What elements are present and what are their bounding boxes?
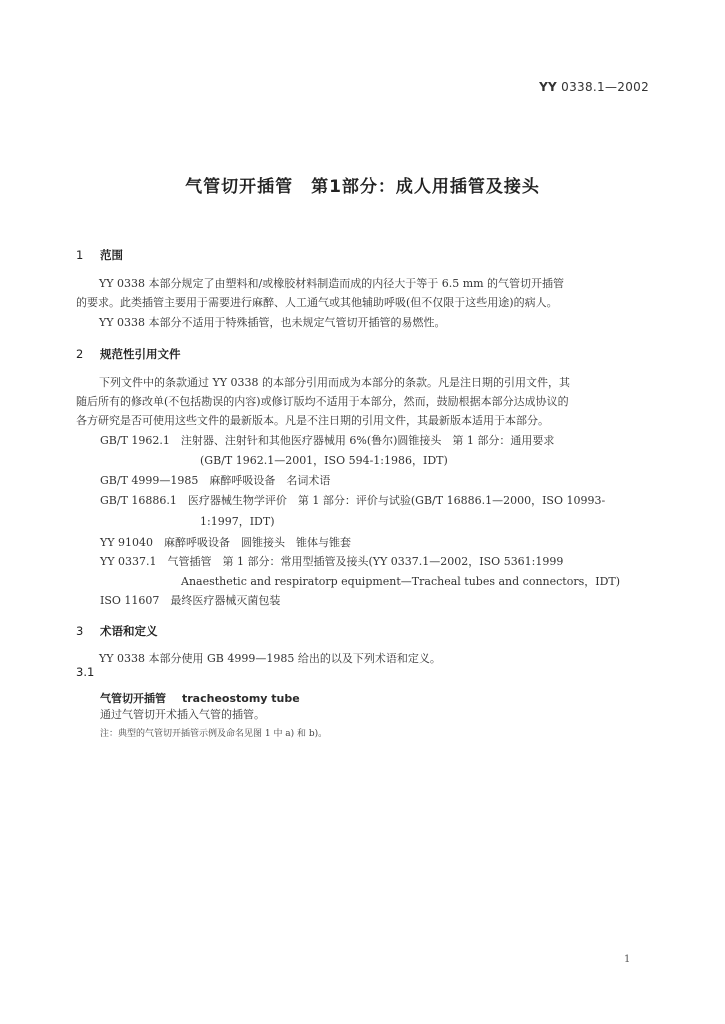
section-2-number: 2: [76, 347, 84, 361]
page-number: 1: [624, 954, 631, 965]
term-definition: 通过气管切开术插入气管的插管。: [100, 708, 265, 721]
document-title: 气管切开插管 第1部分：成人用插管及接头: [185, 177, 540, 197]
term-chinese: 气管切开插管: [100, 692, 166, 705]
standard-code: [539, 80, 649, 94]
reference-1-line-2: (GB/T 1962.1—2001，ISO 594-1:1986，IDT): [200, 454, 448, 467]
section-3-title: 术语和定义: [100, 624, 158, 638]
reference-6-line-1: ISO 11607 最终医疗器械灭菌包装: [100, 594, 281, 607]
term-english: tracheostomy tube: [182, 692, 300, 705]
section-1-para-2: YY 0338 本部分不适用于特殊插管，也未规定气管切开插管的易燃性。: [99, 316, 446, 329]
reference-3-line-1: GB/T 16886.1 医疗器械生物学评价 第 1 部分：评价与试验(GB/T 16886.1—2000，ISO 10993-: [100, 494, 606, 507]
section-2-title: 规范性引用文件: [100, 347, 181, 361]
reference-1-line-1: GB/T 1962.1 注射器、注射针和其他医疗器械用 6%(鲁尔)圆锥接头 第 1 部分：通用要求: [100, 434, 555, 447]
reference-2-line-1: GB/T 4999—1985 麻醉呼吸设备 名词术语: [100, 474, 331, 487]
section-1-para-1-line-2: 的要求。此类插管主要用于需要进行麻醉、人工通气或其他辅助呼吸(但不仅限于这些用途)的病人。: [76, 296, 558, 309]
section-2-intro-line-3: 各方研究是否可使用这些文件的最新版本。凡是不注日期的引用文件，其最新版本适用于本部分。: [76, 414, 549, 427]
standard-code-number: 0338.1—2002: [561, 80, 649, 94]
section-2-intro-line-1: 下列文件中的条款通过 YY 0338 的本部分引用而成为本部分的条款。凡是注日期的引用文件，其: [99, 376, 571, 389]
reference-5-line-1: YY 0337.1 气管插管 第 1 部分：常用型插管及接头(YY 0337.1—2002，ISO 5361:1999: [100, 555, 564, 568]
clause-3-1-number: 3.1: [76, 665, 95, 679]
term-note: 注：典型的气管切开插管示例及命名见图 1 中 a) 和 b)。: [100, 729, 328, 739]
section-1-number: 1: [76, 248, 84, 262]
section-3-heading: [76, 623, 158, 639]
standard-code-prefix: YY: [539, 80, 558, 94]
section-2-intro-line-2: 随后所有的修改单(不包括勘误的内容)或修订版均不适用于本部分，然而，鼓励根据本部分达成协议的: [76, 395, 569, 408]
reference-4-line-1: YY 91040 麻醉呼吸设备 圆锥接头 锥体与锥套: [100, 536, 352, 549]
reference-5-line-2: Anaesthetic and respiratorp equipment—Tracheal tubes and connectors，IDT): [181, 575, 621, 588]
section-2-heading: [76, 346, 181, 362]
term-entry: [100, 687, 300, 706]
section-1-title: 范围: [100, 248, 123, 262]
section-1-para-1-line-1: YY 0338 本部分规定了由塑料和/或橡胶材料制造而成的内径大于等于 6.5 mm 的气管切开插管: [99, 277, 565, 290]
section-1-heading: [76, 247, 123, 263]
section-3-number: 3: [76, 624, 84, 638]
section-3-intro: YY 0338 本部分使用 GB 4999—1985 给出的以及下列术语和定义。: [99, 652, 441, 665]
reference-3-line-2: 1:1997，IDT): [200, 515, 275, 528]
